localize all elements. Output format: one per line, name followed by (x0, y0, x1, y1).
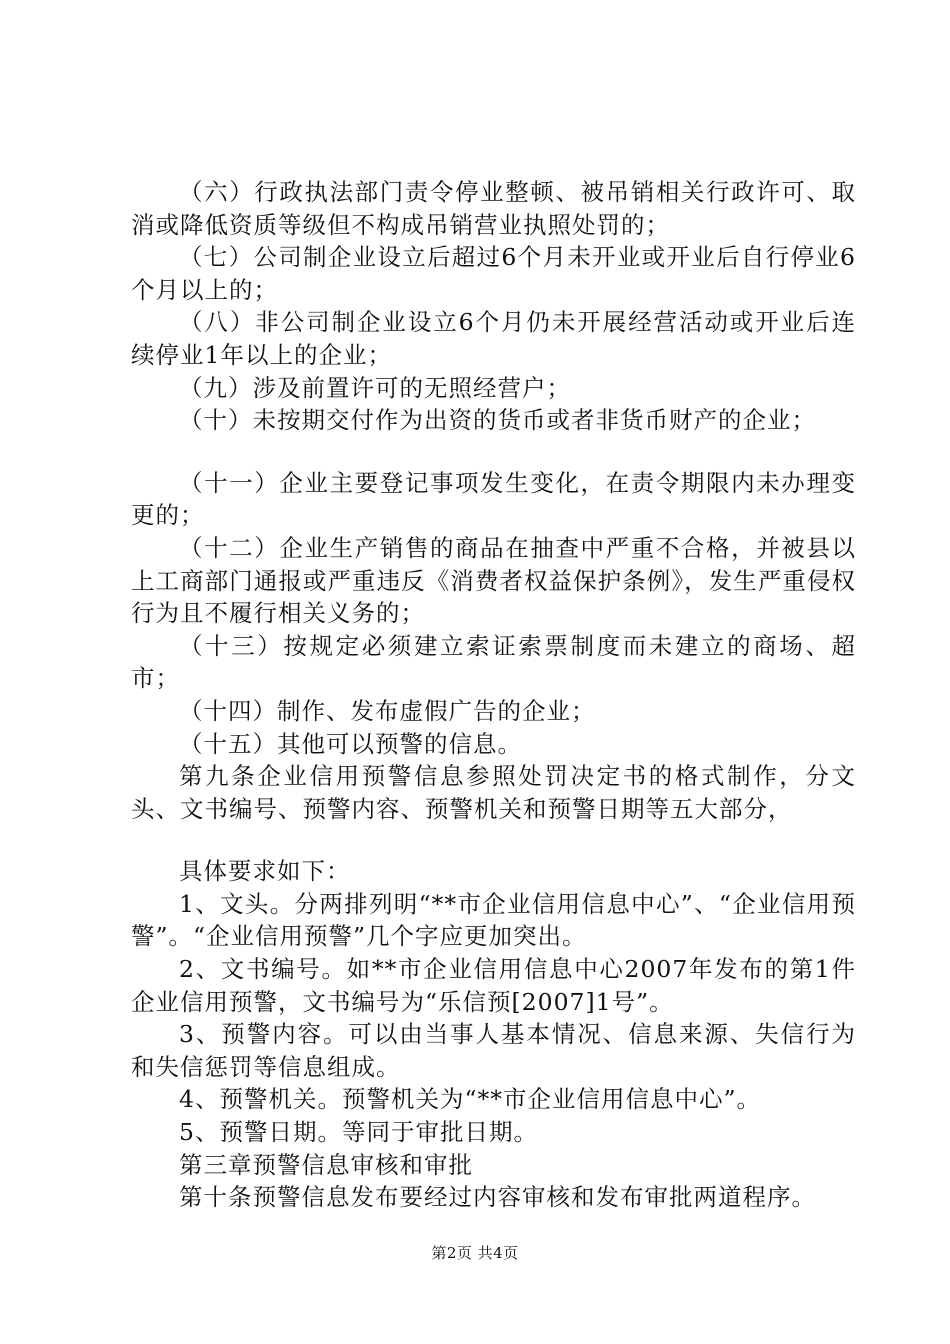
paragraph-item-8: （八）非公司制企业设立6个月仍未开展经营活动或开业后连续停业1年以上的企业； (131, 308, 856, 369)
paragraph-item-11: （十一）企业主要登记事项发生变化，在责令期限内未办理变更的； (131, 468, 856, 530)
paragraph-item-6: （六）行政执法部门责令停业整顿、被吊销相关行政许可、取消或降低资质等级但不构成吊销营业执照处罚的； (131, 178, 856, 239)
article-10-paragraph: 第十条预警信息发布要经过内容审核和发布审批两道程序。 (179, 1183, 816, 1212)
requirement-warning-authority: 4、预警机关。预警机关为“**市企业信用信息中心”。 (179, 1085, 761, 1114)
requirement-document-number: 2、文书编号。如**市企业信用信息中心2007年发布的第1件企业信用预警，文书编号为“乐信预[2007]1号”。 (131, 955, 856, 1016)
requirement-warning-date: 5、预警日期。等同于审批日期。 (179, 1118, 538, 1147)
paragraph-item-7: （七）公司制企业设立后超过6个月未开业或开业后自行停业6个月以上的； (131, 243, 856, 304)
document-body (131, 176, 856, 1214)
paragraph-item-9: （九）涉及前置许可的无照经营户； (179, 373, 571, 402)
page-number-footer: 第2页 共4页 (431, 1244, 519, 1262)
requirement-header: 1、文头。分两排列明“**市企业信用信息中心”、“企业信用预警”。“企业信用预警”几个字应更加突出。 (131, 889, 856, 951)
paragraph-item-13: （十三）按规定必须建立索证索票制度而未建立的商场、超市； (131, 631, 856, 693)
paragraph-item-14: （十四）制作、发布虚假广告的企业； (179, 696, 596, 725)
article-9-paragraph: 第九条企业信用预警信息参照处罚决定书的格式制作，分文头、文书编号、预警内容、预警机关和预警日期等五大部分， (131, 762, 856, 823)
requirement-warning-content: 3、预警内容。可以由当事人基本情况、信息来源、失信行为和失信惩罚等信息组成。 (131, 1020, 856, 1081)
paragraph-item-10: （十）未按期交付作为出资的货币或者非货币财产的企业； (179, 406, 816, 435)
requirements-intro: 具体要求如下： (179, 857, 351, 886)
paragraph-item-12: （十二）企业生产销售的商品在抽查中严重不合格，并被县以上工商部门通报或严重违反《消费者权益保护条例》，发生严重侵权行为且不履行相关义务的； (131, 533, 856, 628)
chapter-3-heading: 第三章预警信息审核和审批 (179, 1150, 473, 1179)
paragraph-item-15: （十五）其他可以预警的信息。 (179, 729, 522, 758)
